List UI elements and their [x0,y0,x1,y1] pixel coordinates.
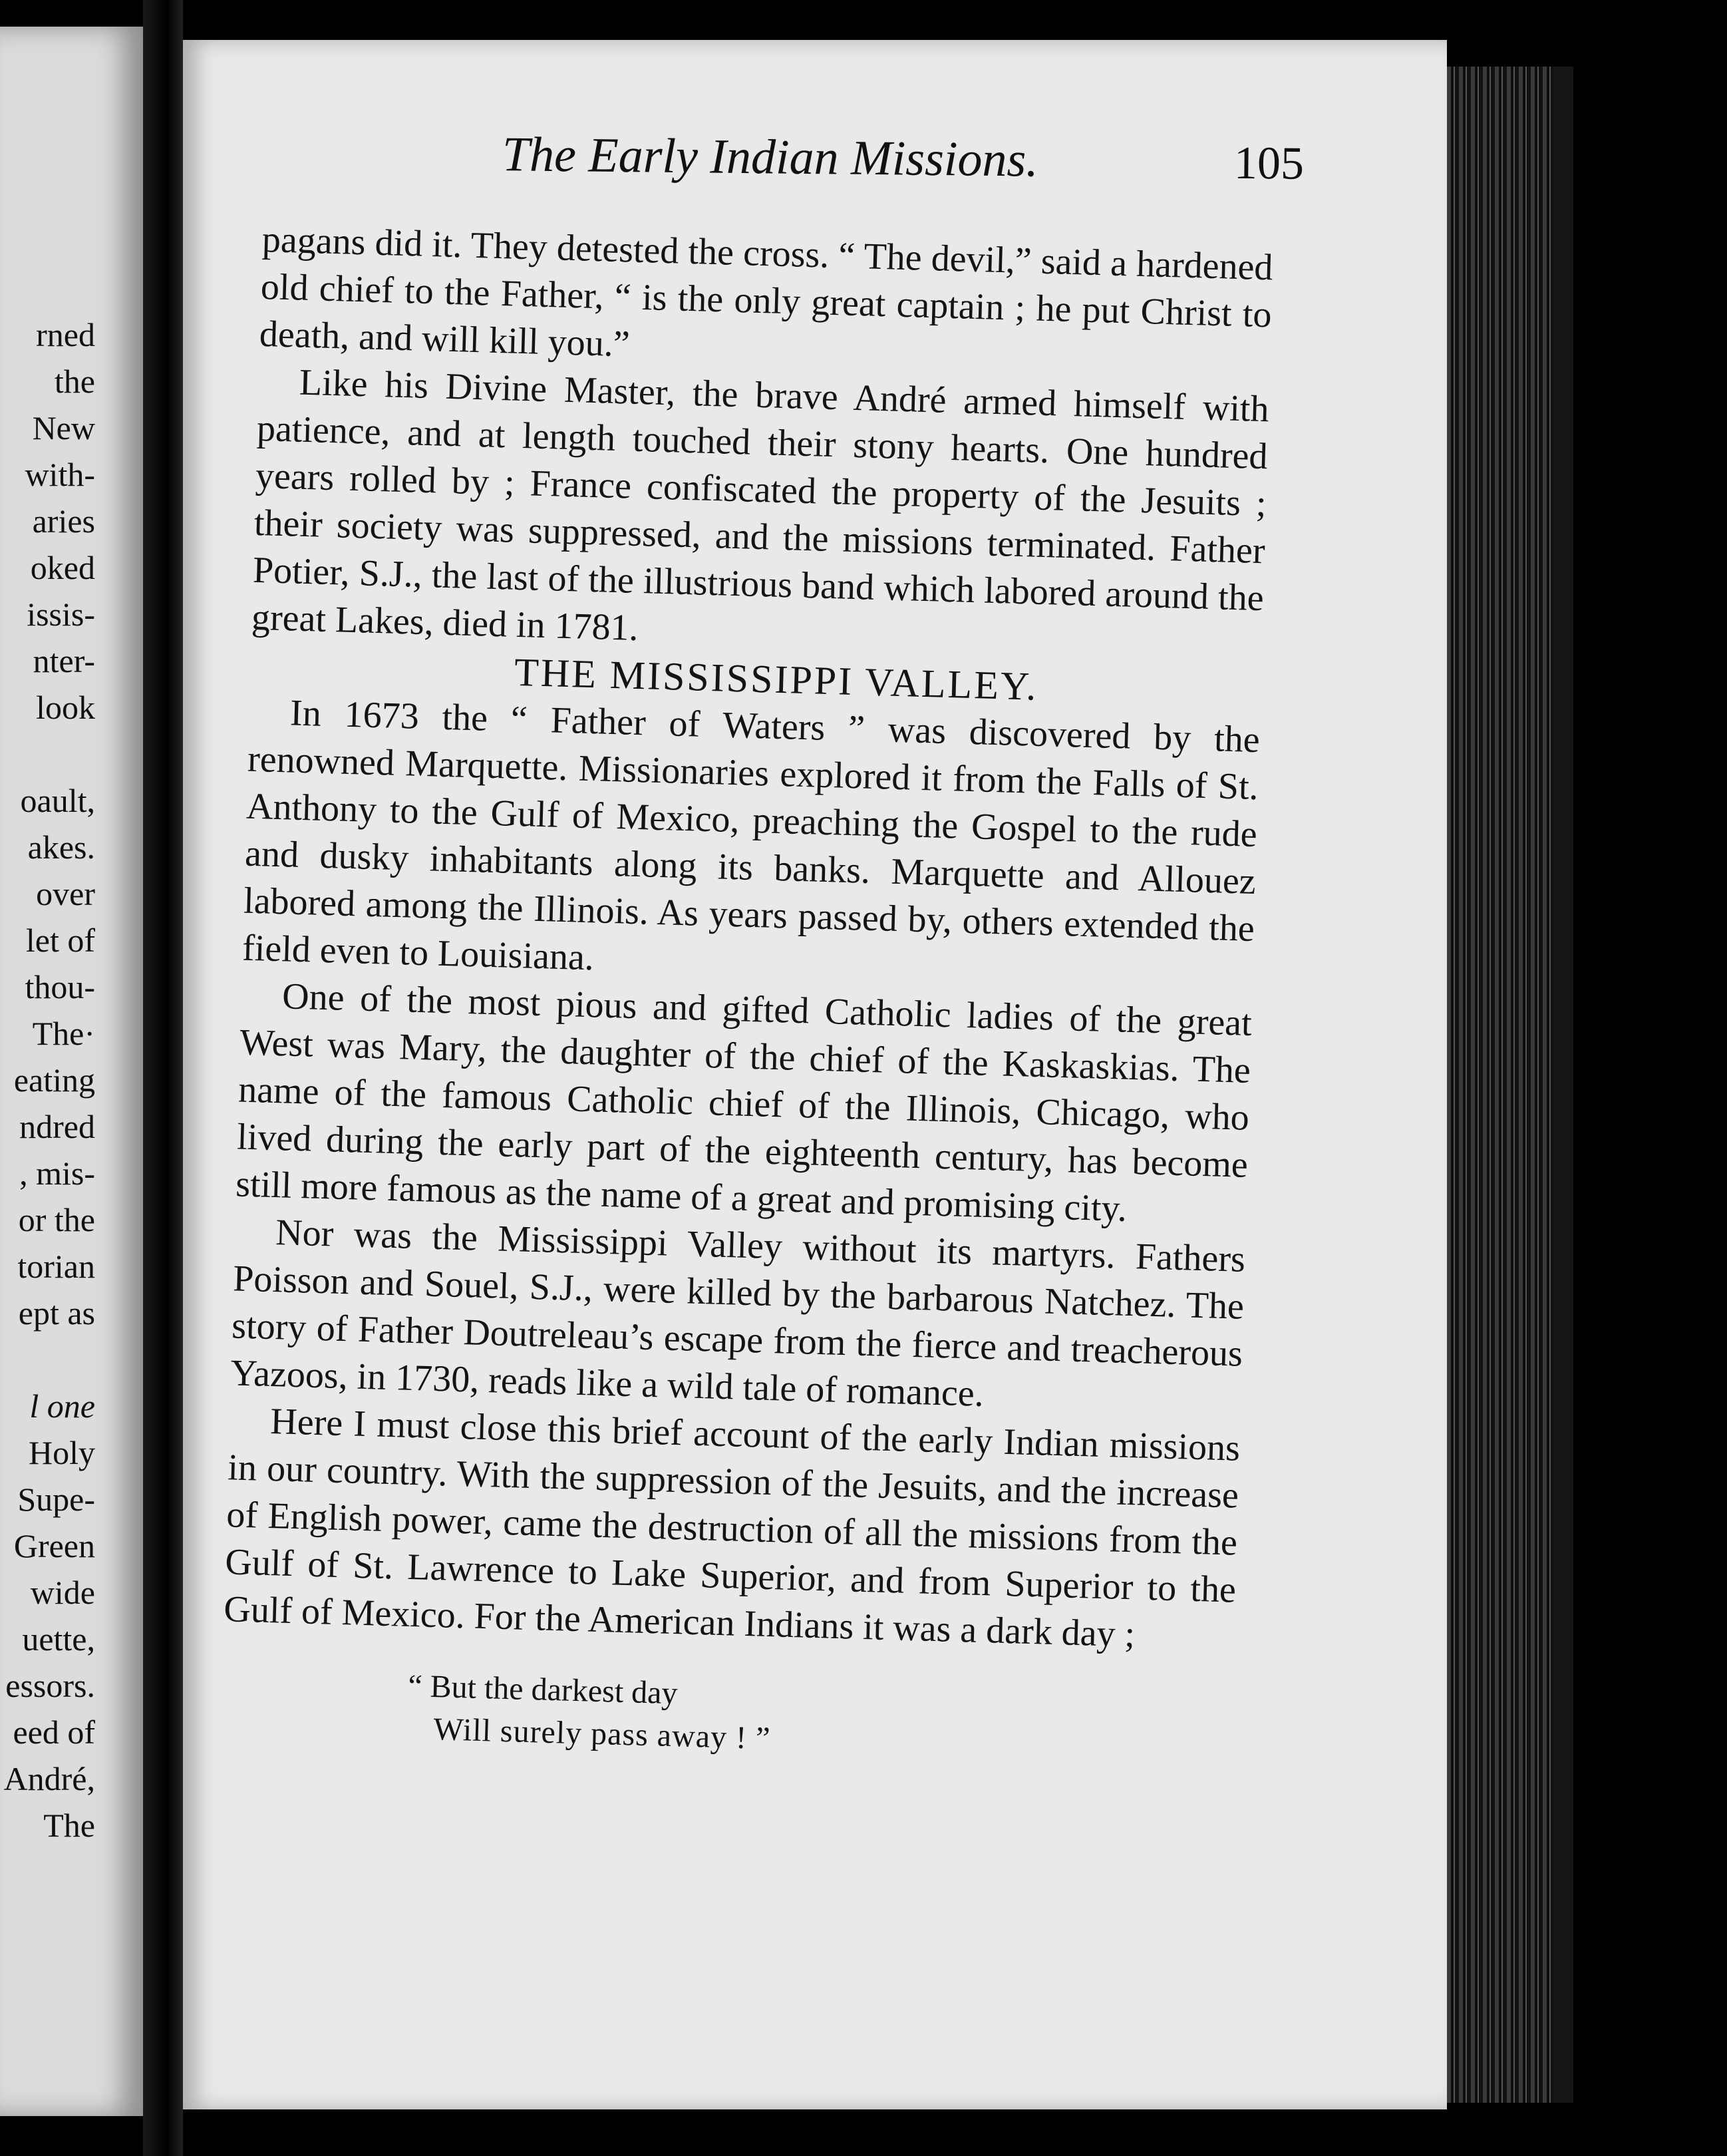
facing-page-line: eating [13,1061,95,1099]
facing-page-line: André, [3,1760,95,1797]
running-head [313,128,1305,188]
section-heading: THE MISSISSIPPI VALLEY. [514,649,1039,709]
facing-page-line: aries [32,502,95,540]
book-gutter [143,0,183,2156]
facing-page-line: akes. [27,828,95,866]
verse-line: “ But the darkest day [407,1668,679,1711]
facing-page-line: Holy [29,1434,95,1471]
facing-page-line: nter- [33,642,95,679]
facing-page-line: uette, [22,1620,95,1658]
facing-page-line: torian [17,1248,95,1285]
facing-page-line: look [36,689,95,726]
facing-page-line: ndred [19,1108,95,1145]
page-edges [1447,67,1553,2103]
facing-page-line: New [32,409,95,447]
paragraph: In 1673 the “ Father of Waters ” was discovered by the renowned Marquette. Missionaries explored it from the Falls of St. Anthony to the Gulf of Mexico, preaching the Gospel to the rude and dusky inhabitants along its banks. Marquette and Allouez labored among the Illinois. As years passed by, others extended the field even to Louisiana. [241,692,1261,979]
paragraph: pagans did it. They detested the cross. “ The devil,” said a hardened old chief to the Father, “ is the only great captain ; he put Christ to death, and will kill you.” [259,218,1274,365]
paragraph: Nor was the Mississippi Valley without its martyrs. Fathers Poisson and Souel, S.J., were killed by the barbarous Natchez. The story of Father Doutreleau’s escape from the fierce and treacherous Yazoos, in 1730, reads like a wild tale of romance. [230,1212,1246,1415]
page-number: 105 [1233,137,1305,190]
paragraph: Like his Divine Master, the brave André armed himself with patience, and at length touched their stony hearts. One hundred years rolled by ; France confiscated the property of the Jesuits ; their society was suppressed, and the missions terminated. Father Potier, S.J., the last of the illustrious band which labored around the great Lakes, died in 1781. [251,361,1270,649]
facing-page-line: oault, [20,782,95,819]
facing-page-line: eed of [13,1713,95,1751]
facing-page-line: l one [29,1387,95,1425]
facing-page-line: or the [18,1201,95,1238]
verse-line: Will surely pass away ! ” [432,1711,772,1757]
facing-page-line: let of [25,922,95,959]
facing-page-line: rned [36,316,95,353]
page-body [220,216,1274,1773]
facing-page-line: the [54,363,95,400]
facing-page-line: The [43,1807,95,1844]
paragraph: One of the most pious and gifted Catholic ladies of the great West was Mary, the daughter of the chief of the Kaskaskias. The name of the famous Catholic chief of the Illinois, Chicago, who lived during the early part of the eighteenth century, has become still more famous as the name of a great and promising city. [235,976,1253,1230]
facing-page-line: issis- [27,596,95,633]
facing-page-line: over [36,875,95,912]
facing-page-line: essors. [5,1667,95,1704]
running-title: The Early Indian Missions. [502,127,1039,188]
facing-page-line: oked [30,549,95,586]
facing-page-fragment [0,27,143,2116]
facing-page-line: thou- [25,968,95,1005]
facing-page-line: Green [13,1527,95,1564]
facing-page-line: , mis- [19,1155,95,1192]
facing-page-line: The· [32,1015,95,1052]
facing-page-line: ept as [18,1294,95,1332]
facing-page-line: with- [25,456,95,493]
paragraph: Here I must close this brief account of the early Indian missions in our country. With the suppression of the Jesuits, and the increase of English power, came the destruction of all the missions from the Gulf of St. Lawrence to Lake Superior, and from Superior to the Gulf of Mexico. For the American Indians it was a dark day ; [223,1401,1241,1656]
facing-page-line: wide [30,1574,95,1611]
facing-page-line: Supe- [17,1481,95,1518]
